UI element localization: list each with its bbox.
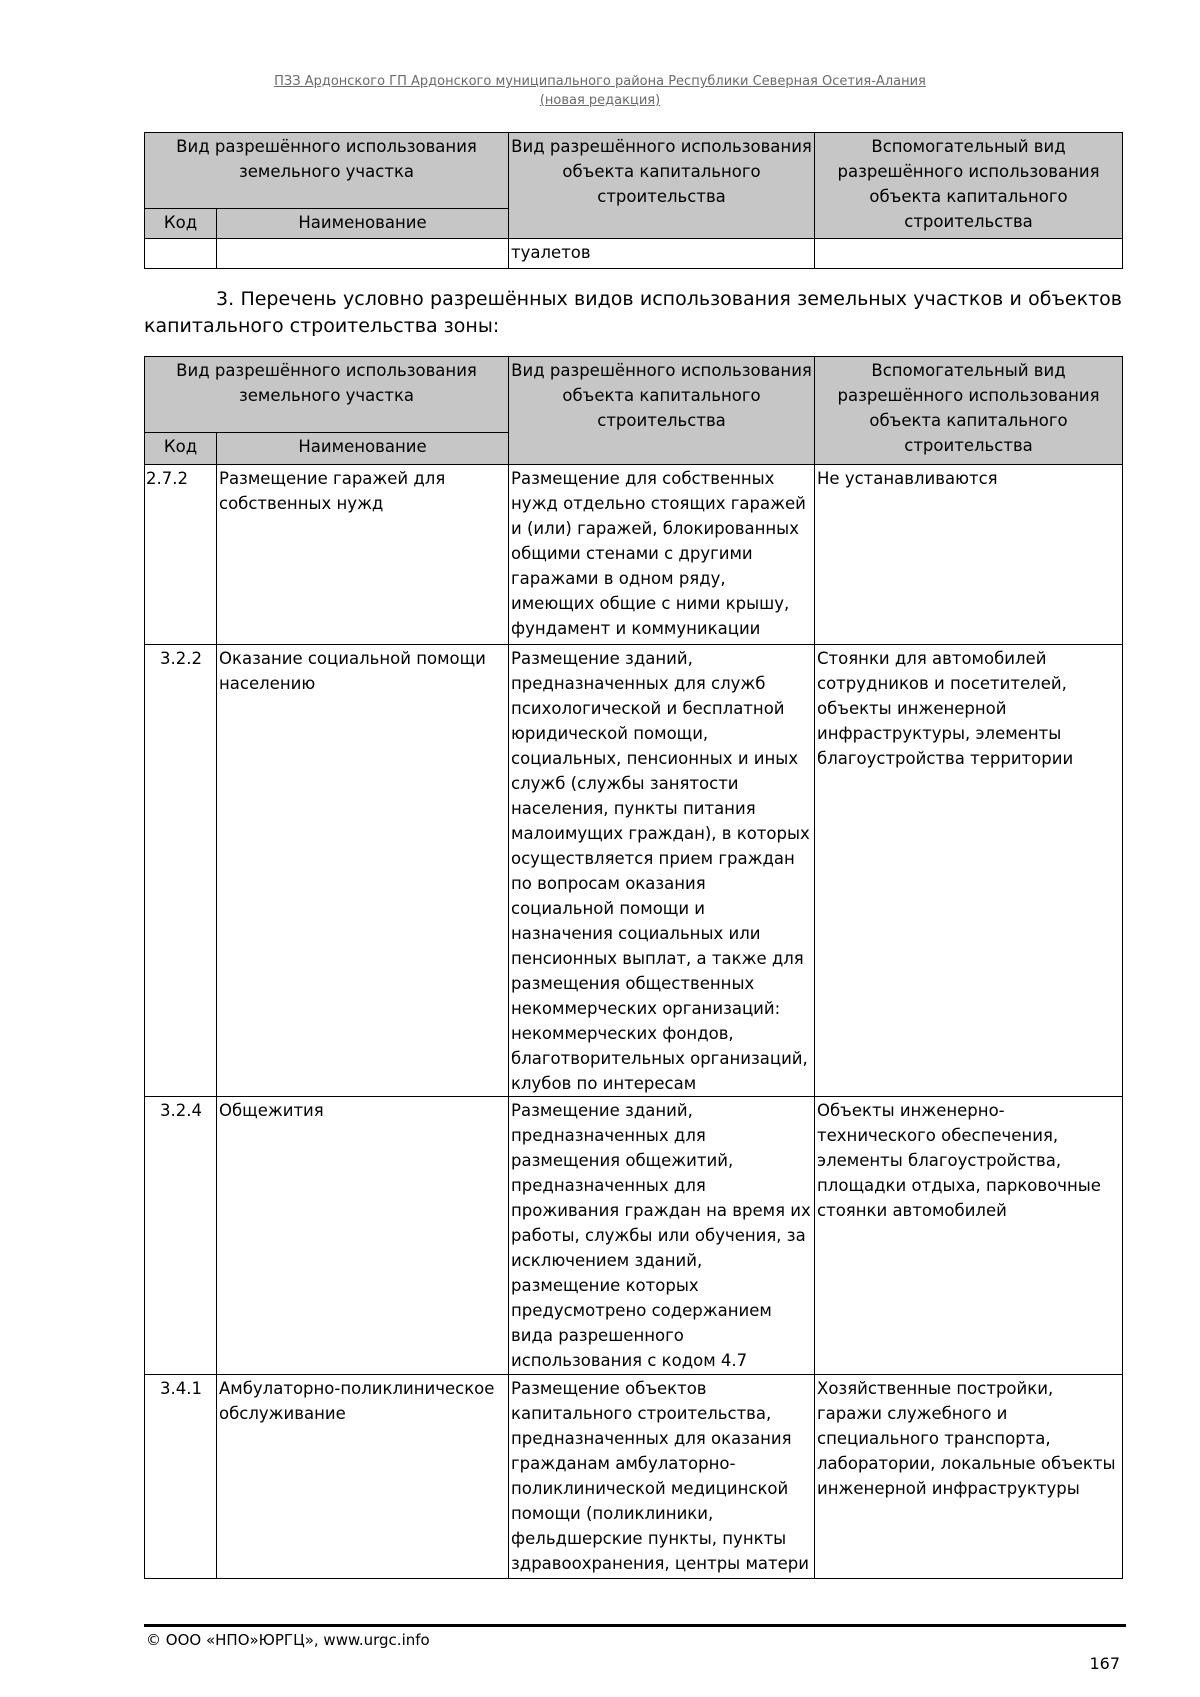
row-code: 2.7.2 bbox=[145, 465, 217, 645]
header-name: Наименование bbox=[217, 433, 509, 465]
row-object: Размещение объектов капитального строительства, предназначенных для оказания гражданам амбулаторно-поликлинической медицинской помощи (поликлиники, фельдшерские пункты, пункты здравоохранения, центры матери bbox=[509, 1375, 815, 1579]
table-row bbox=[145, 1097, 1123, 1375]
section-intro: 3. Перечень условно разрешённых видов использования земельных участков и объектов капитального строительства зоны: bbox=[144, 288, 1122, 337]
footer-copyright: © ООО «НПО»ЮРГЦ», www.urgc.info bbox=[146, 1631, 430, 1649]
row-aux bbox=[815, 239, 1123, 269]
page-number: 167 bbox=[1089, 1654, 1120, 1673]
row-name: Амбулаторно-поликлиническое обслуживание bbox=[217, 1375, 509, 1579]
table-row bbox=[145, 239, 1123, 269]
row-code: 3.2.4 bbox=[145, 1097, 217, 1375]
row-aux: Объекты инженерно-технического обеспечения, элементы благоустройства, площадки отдыха, парковочные стоянки автомобилей bbox=[815, 1097, 1123, 1375]
header-name: Наименование bbox=[217, 209, 509, 239]
row-code bbox=[145, 239, 217, 269]
header-object-use: Вид разрешённого использования объекта капитального строительства bbox=[509, 133, 815, 239]
footer-divider bbox=[144, 1624, 1126, 1627]
row-code: 3.4.1 bbox=[145, 1375, 217, 1579]
conditional-use-table bbox=[144, 356, 1123, 1579]
header-code: Код bbox=[145, 433, 217, 465]
row-object: Размещение для собственных нужд отдельно стоящих гаражей и (или) гаражей, блокированных общими стенами с другими гаражами в одном ряду, имеющих общие с ними крышу, фундамент и коммуникации bbox=[509, 465, 815, 645]
table-row bbox=[145, 1375, 1123, 1579]
header-land-use: Вид разрешённого использования земельного участка bbox=[145, 357, 509, 433]
row-object: Размещение зданий, предназначенных для размещения общежитий, предназначенных для проживания граждан на время их работы, службы или обучения, за исключением зданий, размещение которых предусмотрено содержанием вида разрешенного использования с кодом 4.7 bbox=[509, 1097, 815, 1375]
table-row bbox=[145, 465, 1123, 645]
header-land-use: Вид разрешённого использования земельного участка bbox=[145, 133, 509, 209]
row-object: туалетов bbox=[509, 239, 815, 269]
row-name: Оказание социальной помощи населению bbox=[217, 645, 509, 1097]
permitted-use-table-continued bbox=[144, 132, 1123, 269]
document-header-edition: (новая редакция) bbox=[539, 93, 661, 108]
row-name bbox=[217, 239, 509, 269]
row-object: Размещение зданий, предназначенных для служб психологической и бесплатной юридической помощи, социальных, пенсионных и иных служб (службы занятости населения, пункты питания малоимущих граждан), в которых осуществляется прием граждан по вопросам оказания социальной помощи и назначения социальных или пенсионных выплат, а также для размещения общественных некоммерческих организаций: некоммерческих фондов, благотворительных организаций, клубов по интересам bbox=[509, 645, 815, 1097]
header-object-use: Вид разрешённого использования объекта капитального строительства bbox=[509, 357, 815, 465]
row-name: Общежития bbox=[217, 1097, 509, 1375]
row-aux: Стоянки для автомобилей сотрудников и посетителей, объекты инженерной инфраструктуры, элементы благоустройства территории bbox=[815, 645, 1123, 1097]
row-aux: Не устанавливаются bbox=[815, 465, 1123, 645]
row-aux: Хозяйственные постройки, гаражи служебного и специального транспорта, лаборатории, локальные объекты инженерной инфраструктуры bbox=[815, 1375, 1123, 1579]
table-row bbox=[145, 645, 1123, 1097]
document-header-title: ПЗЗ Ардонского ГП Ардонского муниципального района Республики Северная Осетия-Алания bbox=[274, 74, 926, 89]
header-code: Код bbox=[145, 209, 217, 239]
row-name: Размещение гаражей для собственных нужд bbox=[217, 465, 509, 645]
header-auxiliary-use: Вспомогательный вид разрешённого использования объекта капитального строительства bbox=[815, 357, 1123, 465]
header-auxiliary-use: Вспомогательный вид разрешённого использования объекта капитального строительства bbox=[815, 133, 1123, 239]
row-code: 3.2.2 bbox=[145, 645, 217, 1097]
document-header bbox=[0, 72, 1200, 110]
